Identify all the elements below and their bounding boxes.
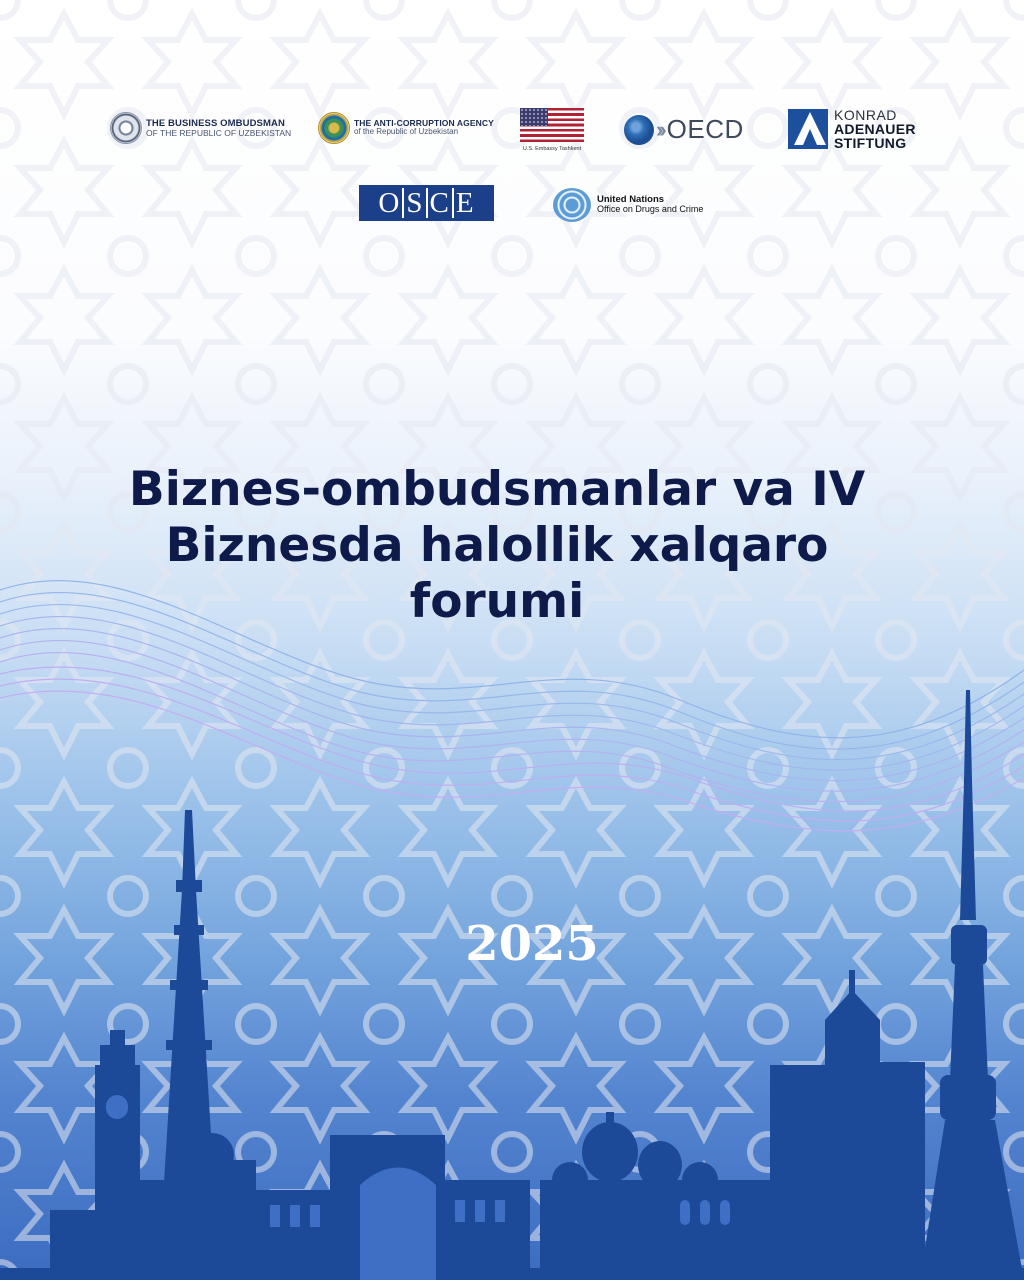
- business-ombudsman-logo: [110, 112, 291, 144]
- title-line-1: Biznes-ombudsmanlar va IV: [128, 462, 866, 517]
- oecd-logo: [624, 114, 744, 145]
- osce-letter-s: S: [406, 186, 424, 219]
- kas-line-1: KONRAD: [834, 107, 897, 123]
- us-embassy-logo: [520, 108, 584, 152]
- anti-corruption-agency-subtitle: of the Republic of Uzbekistan: [354, 127, 459, 137]
- us-embassy-caption: U.S. Embassy Tashkent: [522, 146, 582, 152]
- osce-logo: [359, 185, 494, 221]
- osce-letter-e: E: [455, 186, 475, 219]
- us-flag-icon: [520, 108, 584, 142]
- title-line-2: Biznesda halollik xalqaro: [165, 518, 829, 573]
- kas-line-2: ADENAUER: [834, 121, 916, 137]
- unodc-subtitle: Office on Drugs and Crime: [597, 204, 704, 215]
- uzbekistan-emblem-icon: [318, 112, 350, 144]
- business-ombudsman-subtitle: OF THE REPUBLIC OF UZBEKISTAN: [146, 127, 292, 138]
- oecd-wordmark: OECD: [666, 114, 744, 144]
- title-line-3: forumi: [409, 574, 585, 629]
- kas-line-3: STIFTUNG: [834, 135, 907, 151]
- forum-title: [60, 462, 934, 630]
- osce-letter-c: C: [429, 186, 450, 219]
- oecd-globe-icon: [624, 115, 654, 145]
- osce-letter-o: O: [378, 186, 401, 219]
- anti-corruption-agency-logo: [318, 112, 494, 144]
- osce-box: [359, 185, 494, 221]
- unodc-name: United Nations: [597, 194, 665, 206]
- anti-corruption-agency-name: THE ANTI-CORRUPTION AGENCY: [354, 118, 494, 129]
- forum-year: 2025: [465, 916, 599, 972]
- oecd-chevron-icon: ››: [656, 116, 663, 142]
- konrad-adenauer-stiftung-logo: [788, 108, 916, 150]
- unodc-logo: [553, 188, 703, 222]
- business-ombudsman-name: THE BUSINESS OMBUDSMAN: [146, 117, 285, 129]
- city-skyline-silhouette: [0, 680, 1024, 1280]
- ombudsman-seal-icon: [110, 112, 142, 144]
- kas-a-icon: [788, 109, 828, 149]
- un-emblem-icon: [553, 188, 591, 222]
